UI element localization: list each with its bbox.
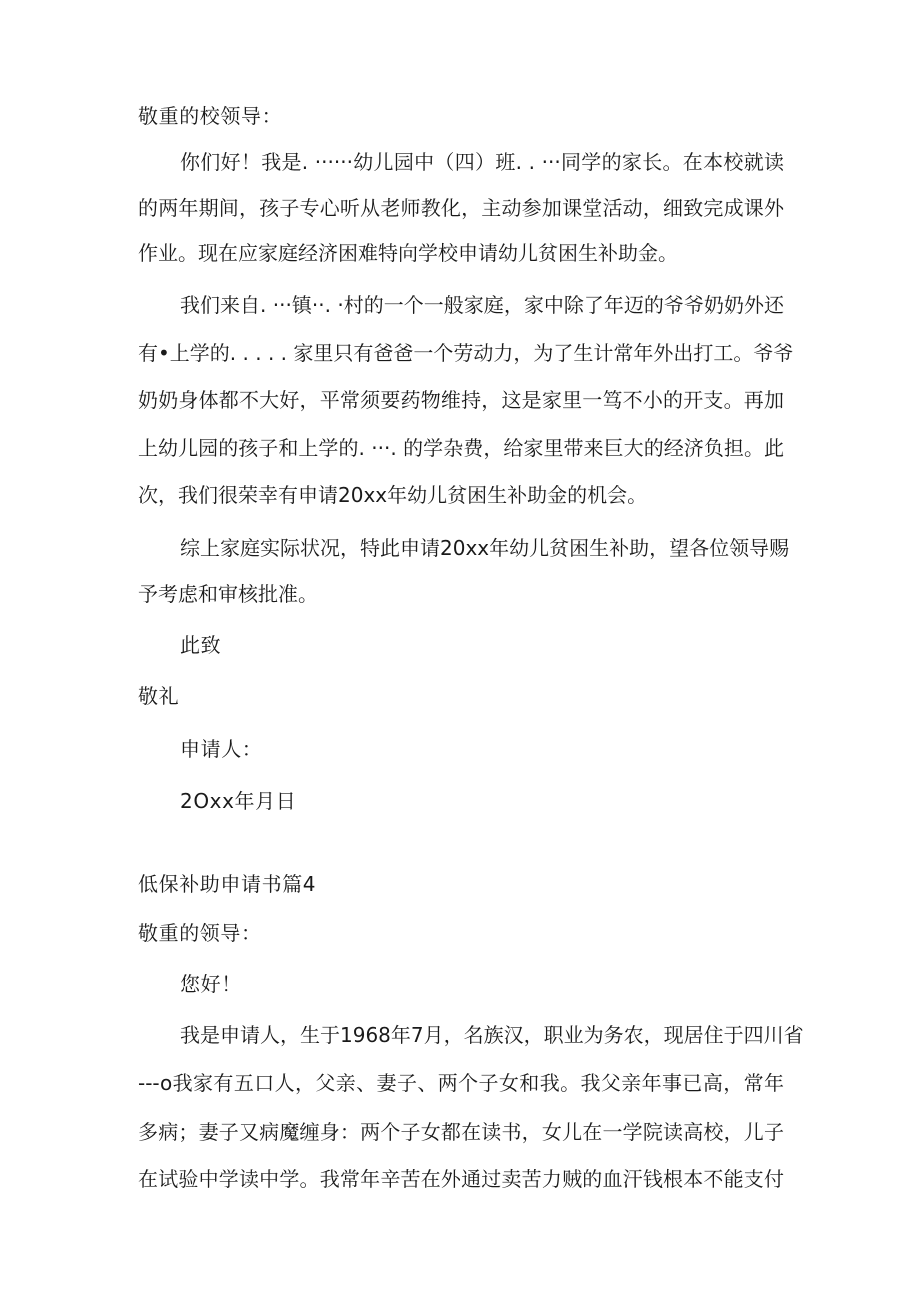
paragraph-line: 有•上学的. . . . . 家里只有爸爸一个劳动力，为了生计常年外出打工。爷爷 <box>138 341 794 365</box>
paragraph-line: 我是申请人，生于1968年7月，名族汉，职业为务农，现居住于四川省 <box>180 1023 804 1047</box>
paragraph-line: 上幼儿园的孩子和上学的. ···. 的学杂费，给家里带来巨大的经济负担。此 <box>138 436 784 460</box>
paragraph-line: 的两年期间，孩子专心听从老师教化，主动参加课堂活动，细致完成课外 <box>138 196 784 220</box>
paragraph-line: 作业。现在应家庭经济困难特向学校申请幼儿贫困生补助金。 <box>138 241 678 265</box>
paragraph-line: 你们好！我是. ······幼儿园中（四）班. . ···同学的家长。在本校就读 <box>180 150 784 174</box>
salutation-leaders: 敬重的领导： <box>138 921 262 945</box>
paragraph-line: 在试验中学读中学。我常年辛苦在外通过卖苦力贼的血汗钱根本不能支付 <box>138 1167 784 1191</box>
greeting: 您好！ <box>180 972 242 996</box>
applicant-label: 申请人： <box>180 737 263 761</box>
paragraph-line: 奶奶身体都不大好，平常须要药物维持，这是家里一笃不小的开支。再加 <box>138 388 784 412</box>
date-line: 2Oxx年月日 <box>180 789 297 813</box>
paragraph-line: 我们来自. ···镇··. ·村的一个一般家庭，家中除了年迈的爷爷奶奶外还 <box>180 293 784 317</box>
salutation-school-leaders: 敬重的校领导： <box>138 104 283 128</box>
closing-respectfully: 此致 <box>180 633 222 657</box>
closing-regards: 敬礼 <box>138 684 180 708</box>
section-heading: 低保补助申请书篇4 <box>138 872 317 896</box>
paragraph-line: 予考虑和审核批准。 <box>138 582 318 606</box>
paragraph-line: 综上家庭实际状况，特此申请20xx年幼儿贫困生补助，望各位领导赐 <box>180 536 790 560</box>
paragraph-line: 多病；妻子又病魔缠身：两个子女都在读书，女儿在一学院读高校，儿子 <box>138 1120 784 1144</box>
paragraph-line: 次，我们很荣幸有申请20xx年幼儿贫困生补助金的机会。 <box>138 483 648 507</box>
paragraph-line: ---o我家有五口人，父亲、妻子、两个子女和我。我父亲年事已高，常年 <box>138 1071 784 1095</box>
